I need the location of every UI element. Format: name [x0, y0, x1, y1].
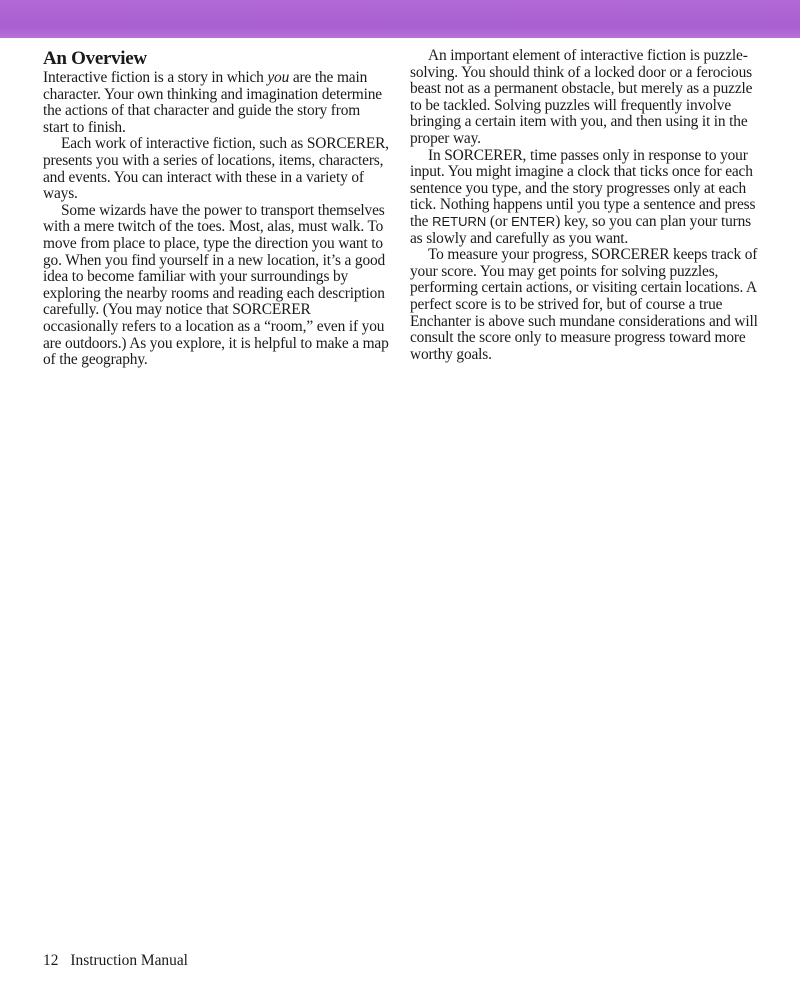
paragraph-text: are the main character. Your own thinking and imagination determine the actions of that character and guide the story from start to finish. — [43, 69, 382, 136]
paragraph-intro — [43, 70, 389, 136]
paragraph-score: To measure your progress, SORCERER keeps track of your score. You may get points for solving puzzles, performing certain actions, or visiting certain locations. A perfect score is to be strived for, but of course a true Enchanter is above such mundane considerations and will consult the score only to measure progress toward more worthy goals. — [410, 246, 758, 363]
paragraph-text: ) key, so you can plan your turns as slowly and carefully as you want. — [410, 212, 751, 247]
section-title: An Overview — [43, 48, 147, 69]
header-color-band — [0, 0, 800, 38]
paragraph-time — [410, 148, 764, 248]
paragraph-locations: Each work of interactive fiction, such as SORCERER, presents you with a series of locations, items, characters, and events. You can interact with these in a variety of ways. — [43, 135, 389, 203]
page-footer — [43, 952, 188, 970]
emphasis-text: you — [267, 69, 290, 86]
right-column — [410, 44, 764, 363]
enter-key-label: ENTER — [511, 213, 556, 229]
paragraph-movement: Some wizards have the power to transport themselves with a mere twitch of the toes. Most, alas, must walk. To move from place to place, type the direction you want to go. When you find yourself in a new location, it’s a good idea to become familiar with your surroundings by exploring the nearby rooms and reading each description carefully. (You may notice that SORCERER occasionally refers to a location as a “room,” even if you are outdoors.) As you explore, it is helpful to make a map of the geography. — [43, 201, 389, 369]
paragraph-text: (or — [486, 212, 512, 230]
paragraph-text: In SORCERER, time passes only in response to your input. You might imagine a clock that ticks once for each sentence you type, and the story progresses only at each tick. Nothing happens until you type a sentence and press the — [410, 146, 756, 230]
paragraph-puzzles: An important element of interactive fiction is puzzle-solving. You should think of a locked door or a ferocious beast not as a permanent obstacle, but merely as a puzzle to be tackled. Solving puzzles will frequently involve bringing a certain item with you, and then using it in the proper way. — [410, 47, 753, 147]
return-key-label: RETURN — [432, 213, 487, 229]
paragraph-text: Interactive fiction is a story in which — [43, 69, 268, 86]
footer-label: Instruction Manual — [70, 952, 188, 969]
page-number: 12 — [43, 952, 59, 969]
left-column — [43, 44, 389, 369]
